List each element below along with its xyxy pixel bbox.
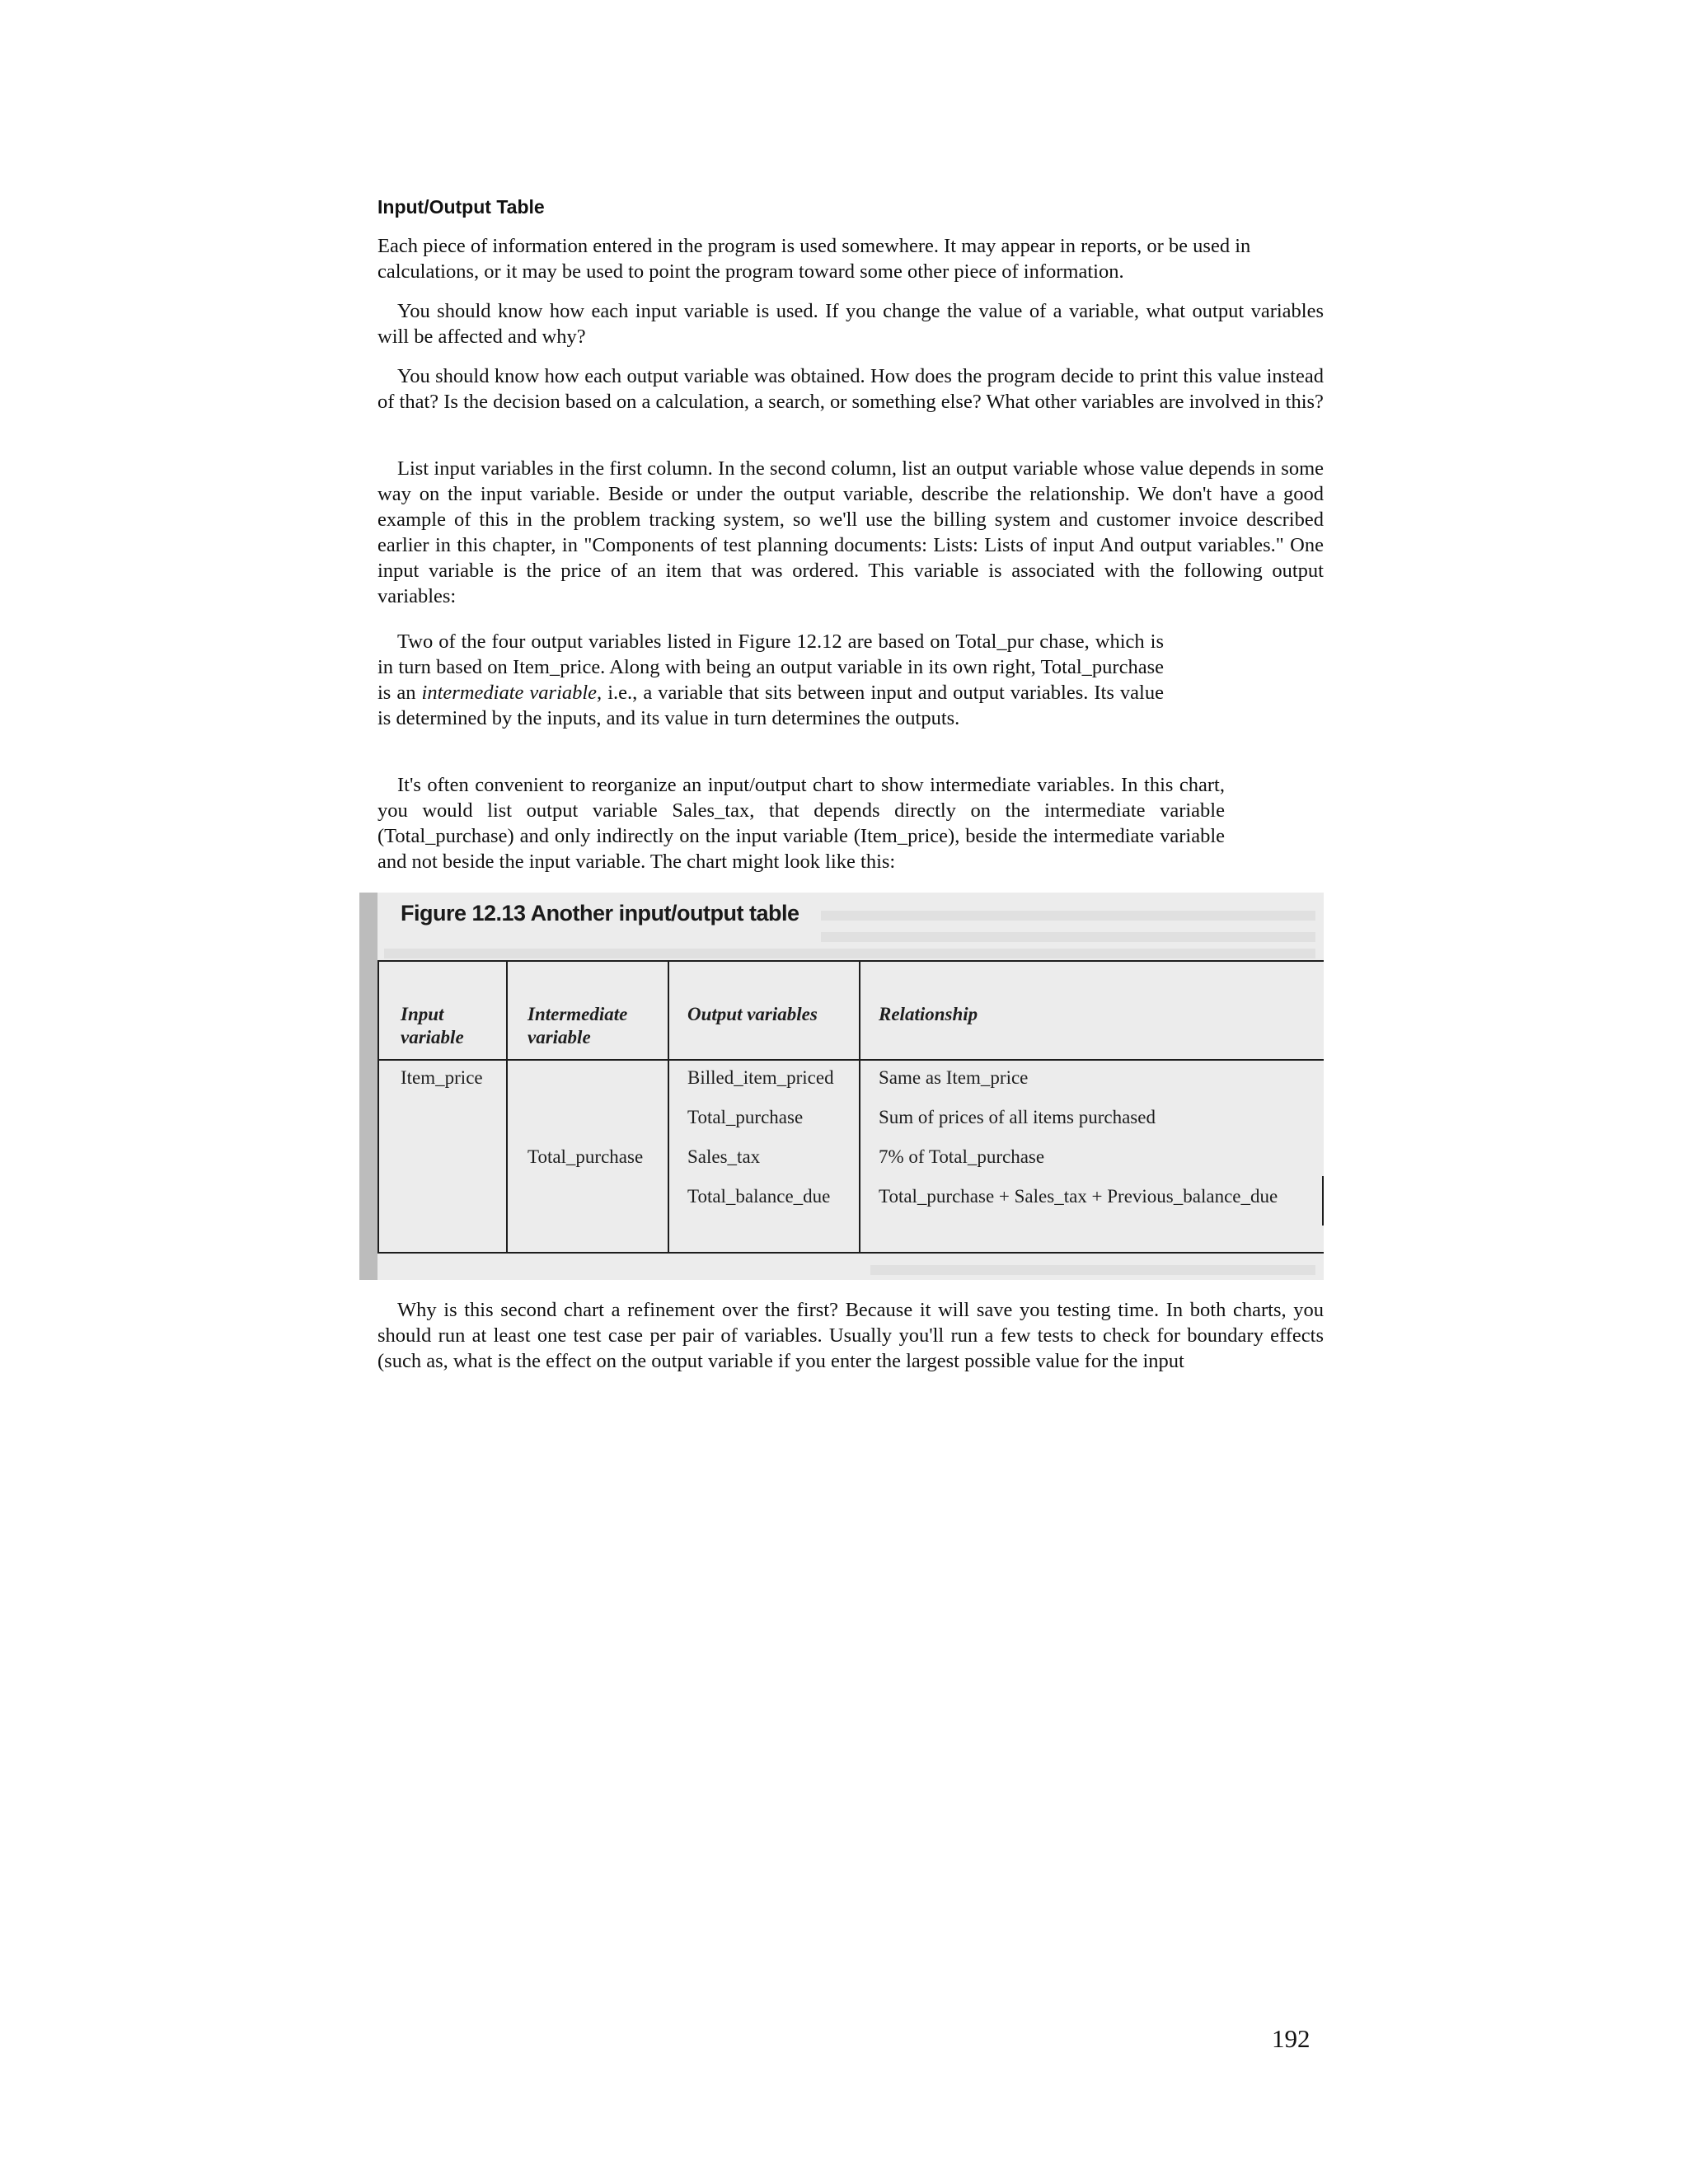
- header-intermediate-line1: Intermediate: [528, 1004, 628, 1024]
- paragraph-6: It's often convenient to reorganize an input/output chart to show intermediate variables. In this chart, you would list output variable Sales_tax, that depends directly on the intermediate variable (Total_purchase) and only indirectly on the input variable (Item_price), beside the intermediate variable and not beside the input variable. The chart might look like this:: [377, 774, 1225, 873]
- paragraph-5: [377, 629, 1164, 731]
- header-intermediate-line2: variable: [528, 1027, 591, 1047]
- paragraph-7: Why is this second chart a refinement over the first? Because it will save you testing time. In both charts, you should run at least one test case per pair of variables. Usually you'll run a few tests to check for boundary effects (such as, what is the effect on the output variable if you enter the largest possible value for the input: [377, 1299, 1324, 1372]
- paragraph-3: You should know how each output variable was obtained. How does the program decide to print this value instead of that? Is the decision based on a calculation, a search, or something else? What other variables are involved in this?: [377, 365, 1324, 413]
- table-top-border: [377, 960, 1324, 962]
- cell-relationship-row-4: Total_purchase + Sales_tax + Previous_balance_due: [879, 1186, 1278, 1207]
- table-column-divider-1: [506, 960, 508, 1254]
- bleed-through-line: [384, 949, 1315, 958]
- bleed-through-line: [821, 911, 1315, 921]
- header-output-variables: Output variables: [687, 1004, 818, 1024]
- cell-output-row-2: Total_purchase: [687, 1107, 804, 1127]
- paragraph-1: Each piece of information entered in the program is used somewhere. It may appear in reports, or be used in calculations, or it may be used to point the program toward some other piece of information.: [377, 235, 1251, 283]
- table-column-divider-3: [859, 960, 860, 1254]
- header-input-variable: [401, 1003, 464, 1049]
- paragraph-5-text-after: i.e., a variable that sits between input and output variables. Its value is determined by the inputs, and its value in turn determines the outputs.: [377, 682, 1164, 729]
- cell-intermediate-total-purchase: Total_purchase: [528, 1146, 644, 1167]
- cell-output-row-3: Sales_tax: [687, 1146, 761, 1167]
- paragraph-2: You should know how each input variable is used. If you change the value of a variable, what output variables will be affected and why?: [377, 300, 1324, 348]
- table-left-border: [377, 960, 379, 1254]
- cell-relationship-row-2: Sum of prices of all items purchased: [879, 1107, 1156, 1127]
- bleed-through-line: [870, 1265, 1315, 1275]
- page-number: 192: [1272, 2024, 1311, 2053]
- cell-output-row-1: Billed_item_priced: [687, 1067, 834, 1088]
- paragraph-5-emphasis: intermediate variable,: [421, 682, 603, 704]
- header-relationship: Relationship: [879, 1004, 978, 1024]
- cell-relationship-row-1: Same as Item_price: [879, 1067, 1029, 1088]
- table-right-border-fragment: [1322, 1176, 1324, 1226]
- paragraph-5-text-before: Two of the four output variables listed in Figure 12.12 are based on Total_pur chase, which is in turn based on Item_price. Along with being an output variable in its own right, Total_purchase is an: [377, 630, 1164, 704]
- table-header-divider: [377, 1059, 1324, 1061]
- bleed-through-line: [821, 932, 1315, 942]
- figure-caption: Figure 12.13 Another input/output table: [401, 901, 799, 926]
- table-column-divider-2: [668, 960, 669, 1254]
- header-input-line1: Input: [401, 1004, 444, 1024]
- scan-edge-shadow: [359, 893, 377, 1280]
- paragraph-4: List input variables in the first column. In the second column, list an output variable whose value depends in some way on the input variable. Beside or under the output variable, describe the relationship. We don't have a good example of this in the problem tracking system, so we'll use the billing system and customer invoice described earlier in this chapter, in "Components of test planning documents: Lists: Lists of input And output variables." One input variable is the price of an item that was ordered. This variable is associated with the following output variables:: [377, 457, 1324, 607]
- section-heading: Input/Output Table: [377, 196, 545, 218]
- table-bottom-border: [377, 1252, 1324, 1254]
- cell-relationship-row-3: 7% of Total_purchase: [879, 1146, 1045, 1167]
- cell-input-item-price: Item_price: [401, 1067, 483, 1088]
- header-intermediate-variable: [528, 1003, 627, 1049]
- header-input-line2: variable: [401, 1027, 464, 1047]
- io-table: [377, 960, 1324, 1254]
- cell-output-row-4: Total_balance_due: [687, 1186, 831, 1207]
- figure-scan: [359, 893, 1324, 1280]
